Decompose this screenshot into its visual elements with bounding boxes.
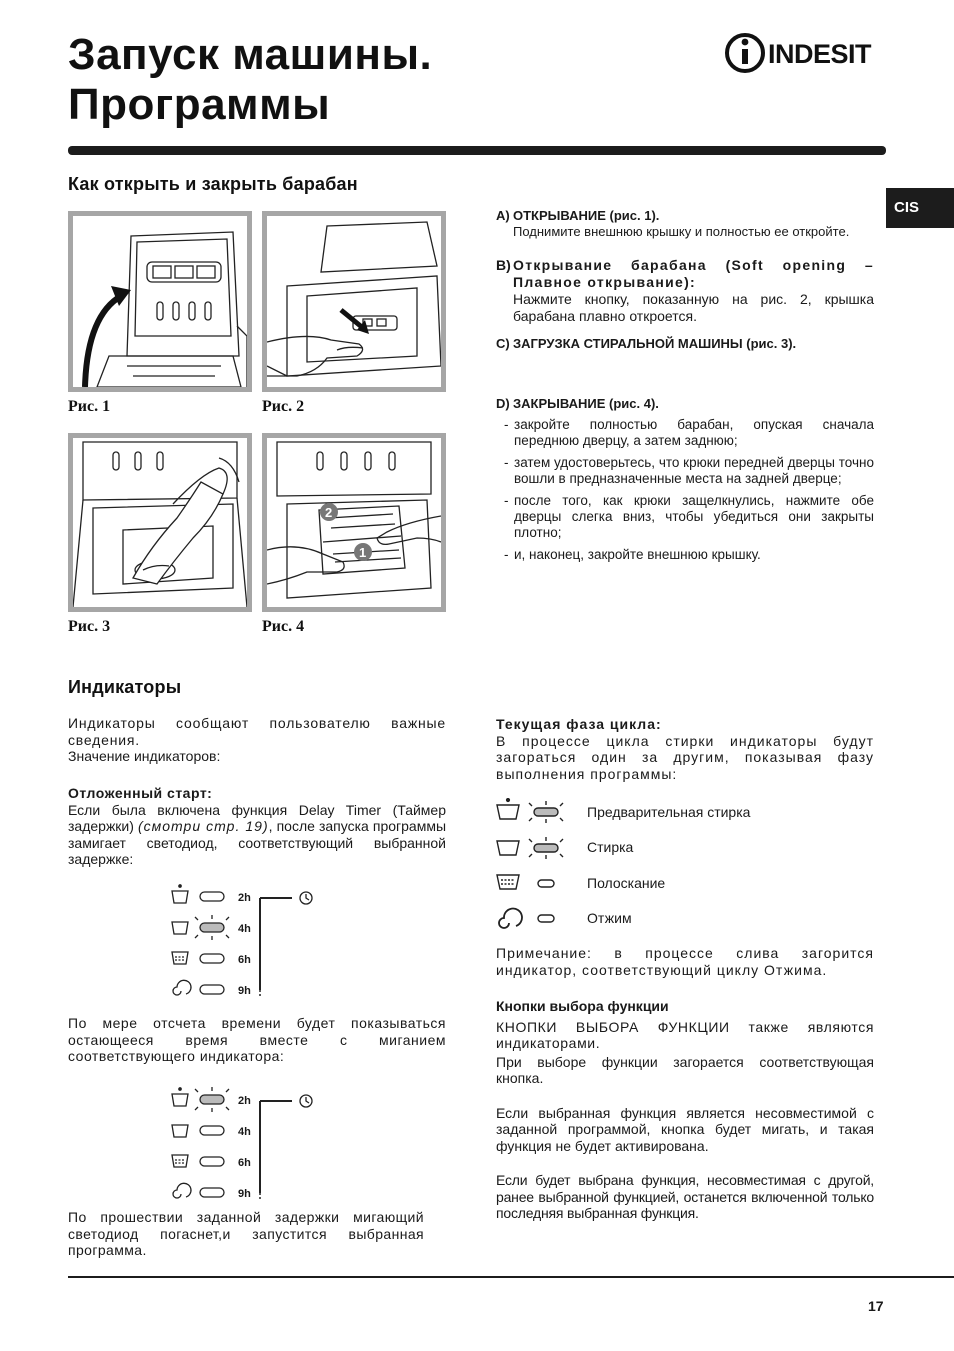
drain-note: Примечание: в процессе слива загорится индикатор, соответствующий циклу Отжима. — [496, 945, 874, 978]
step-c — [496, 336, 874, 352]
delay-panel-2 — [166, 1087, 326, 1205]
indesit-logo — [724, 30, 888, 76]
phase-label-prewash: Предварительная стирка — [587, 804, 751, 820]
step-b-title: Открывание барабана (Soft opening – Плавное открывание): — [513, 257, 874, 290]
indicators-intro — [68, 715, 446, 765]
function-buttons-block — [496, 998, 874, 1222]
step-d-label: D) — [496, 396, 510, 411]
figure-1 — [68, 211, 252, 392]
figure-4-drawing — [267, 438, 441, 607]
page-title — [68, 30, 432, 130]
function-buttons-text-4: Если будет выбрана функция, несовместимая с другой, ранее выбранной функцией, останется включенной только последняя выбранная функция. — [496, 1172, 874, 1221]
figure-1-drawing — [73, 216, 247, 387]
led-4h — [200, 923, 224, 932]
drum-instructions — [496, 208, 874, 569]
delay-panel-1 — [166, 884, 326, 1002]
led-6h — [200, 1157, 224, 1166]
page-number: 17 — [868, 1298, 884, 1314]
phase-title: Текущая фаза цикла: — [496, 716, 662, 732]
footer-rule — [68, 1276, 954, 1278]
figure-4-caption: Рис. 4 — [262, 618, 305, 635]
delay-start-text — [68, 802, 446, 868]
phase-label-rinse: Полоскание — [587, 875, 666, 891]
delay-start-text-b: , после запуска программы замигает светодиод, соответствующий выбранной задержке: — [68, 818, 447, 867]
figure-4 — [262, 433, 446, 612]
indicators-heading: Индикаторы — [68, 677, 182, 697]
figure-2-caption: Рис. 2 — [262, 398, 305, 415]
section-tab: CIS — [886, 188, 954, 228]
figure-3-caption: Рис. 3 — [68, 618, 111, 635]
spin-icon — [499, 909, 522, 928]
function-buttons-text-1: КНОПКИ ВЫБОРА ФУНКЦИИ также являются индикаторами. — [496, 1018, 874, 1051]
figure-2 — [262, 211, 446, 392]
svg-text:1: 1 — [359, 545, 367, 560]
rinse-icon — [172, 952, 188, 964]
led-6h — [200, 954, 224, 963]
step-c-title: ЗАГРУЗКА СТИРАЛЬНОЙ МАШИНЫ (рис. 3). — [513, 336, 797, 351]
delay-start-ref: (смотри стр. 19) — [137, 818, 269, 834]
figure-2-drawing — [267, 216, 441, 387]
step-b-label: B) — [496, 257, 511, 273]
drum-heading: Как открыть и закрыть барабан — [68, 174, 358, 194]
indesit-logo-mark — [724, 30, 888, 76]
step-b-text: Нажмите кнопку, показанную на рис. 2, крышка барабана плавно откроется. — [513, 291, 874, 324]
step-a-title: ОТКРЫВАНИЕ (рис. 1). — [513, 208, 660, 223]
indicators-intro-1: Индикаторы сообщают пользователю важные сведения. — [68, 715, 446, 748]
function-buttons-text-3: Если выбранная функция является несовместимой с заданной программой, кнопка будет мигать, и такая функция не будет активирована. — [496, 1104, 874, 1154]
delay-start-block — [68, 785, 446, 868]
step-a-label: A) — [496, 208, 510, 223]
hour-label: 9h — [238, 1188, 251, 1200]
phase-icons — [496, 798, 568, 930]
rinse-icon — [172, 1155, 188, 1167]
wash-icon — [172, 922, 188, 934]
phase-label-wash: Стирка — [587, 839, 634, 855]
step-d-item: - после того, как крюки защелкнулись, нажмите обе дверцы слегка вниз, чтобы убедиться они закрыты плотно; — [504, 493, 874, 541]
prewash-icon — [172, 1094, 188, 1106]
hour-label: 6h — [238, 1157, 251, 1169]
phase-label-spin: Отжим — [587, 910, 632, 926]
hour-label: 6h — [238, 954, 251, 966]
rinse-icon — [497, 875, 519, 889]
led-2h — [200, 1095, 224, 1104]
step-c-label: C) — [496, 336, 510, 351]
phase-text: В процессе цикла стирки индикаторы будут загораться один за другим, показывая фазу выполнения программы: — [496, 732, 874, 782]
prewash-icon — [497, 805, 519, 819]
step-d-item: - затем удостоверьтесь, что крюки передней дверцы точно вошли в предназначенные места на задней дверце; — [504, 455, 874, 487]
page-title-line2: Программы — [68, 80, 331, 129]
header-rule — [68, 146, 886, 155]
delay-start-title: Отложенный старт: — [68, 785, 213, 801]
figure-3 — [68, 433, 252, 612]
step-d-list — [496, 417, 874, 563]
hour-label: 4h — [238, 1126, 251, 1138]
step-d-item: - закройте полностью барабан, опуская сначала переднюю дверцу, а затем заднюю; — [504, 417, 874, 449]
prewash-icon — [172, 891, 188, 903]
step-d — [496, 396, 874, 412]
hour-label: 2h — [238, 1095, 251, 1107]
wash-icon — [497, 841, 519, 855]
hour-label: 9h — [238, 985, 251, 997]
wash-icon — [172, 1125, 188, 1137]
svg-text:2: 2 — [325, 505, 333, 520]
delay-end-text: По прошествии заданной задержки мигающий светодиод погаснет,и запустится выбранная программа. — [68, 1209, 424, 1258]
delay-start-text-a: Если была включена функция Delay Timer (Таймер задержки) — [68, 801, 446, 834]
spin-icon — [173, 980, 191, 995]
spin-icon — [173, 1183, 191, 1198]
countdown-text: По мере отсчета времени будет показываться остающееся время вместе с миганием соответствующего индикатора: — [68, 1015, 446, 1064]
step-a-text: Поднимите внешнюю крышку и полностью ее откройте. — [513, 224, 850, 239]
led-4h — [200, 1126, 224, 1135]
indicators-intro-2: Значение индикаторов: — [68, 748, 221, 764]
figure-3-drawing — [73, 438, 247, 607]
hour-label: 4h — [238, 923, 251, 935]
step-d-item: - и, наконец, закройте внешнюю крышку. — [504, 547, 874, 563]
function-buttons-text-2: При выборе функции загорается соответствующая кнопка. — [496, 1053, 874, 1086]
page-title-line1: Запуск машины. — [68, 30, 433, 79]
phase-block — [496, 716, 874, 782]
hour-label: 2h — [238, 892, 251, 904]
step-a — [496, 208, 874, 240]
led-2h — [200, 892, 224, 901]
function-buttons-title: Кнопки выбора функции — [496, 998, 669, 1014]
led-9h — [200, 1188, 224, 1197]
brand-name: INDESIT — [768, 39, 872, 69]
led-9h — [200, 985, 224, 994]
figure-1-caption: Рис. 1 — [68, 398, 111, 415]
step-d-title: ЗАКРЫВАНИЕ (рис. 4). — [513, 396, 659, 411]
step-b — [496, 257, 874, 325]
